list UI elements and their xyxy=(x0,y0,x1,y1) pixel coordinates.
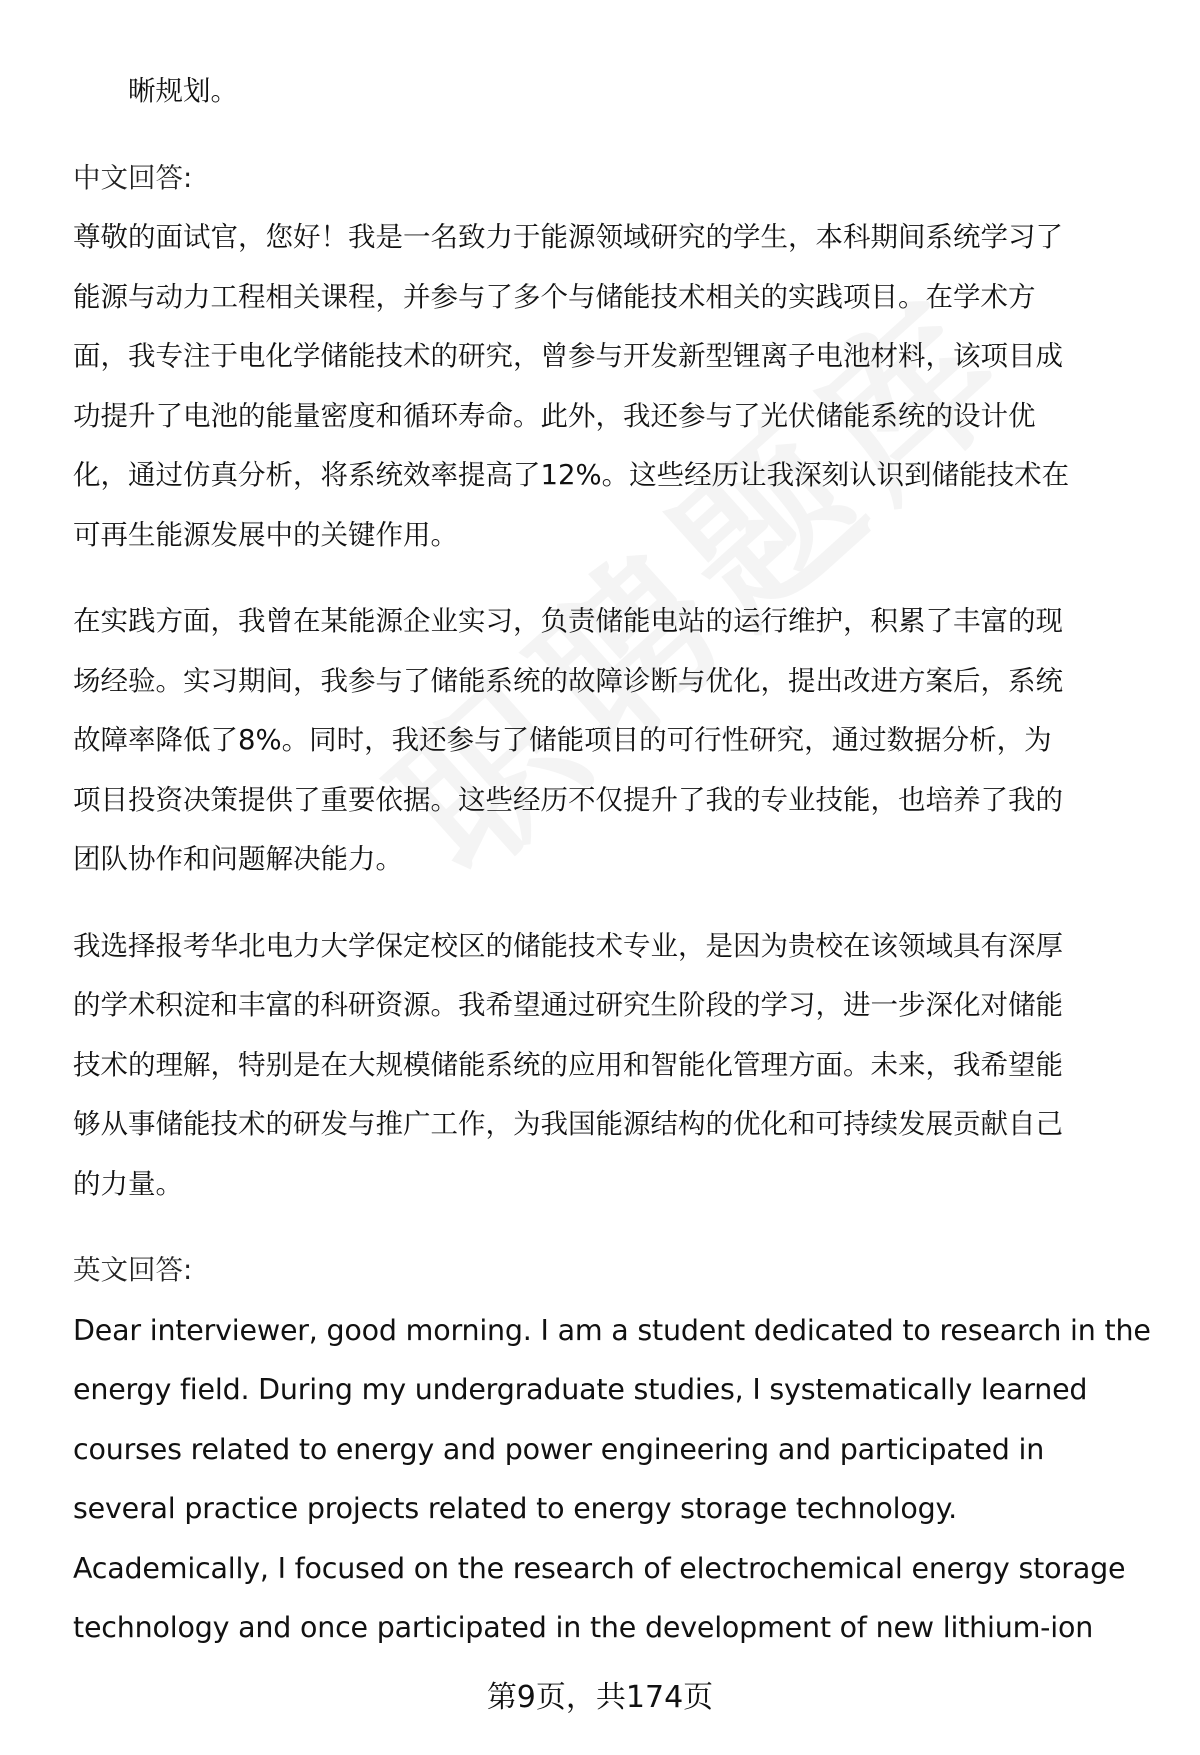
text-line: 团队协作和问题解决能力。 xyxy=(73,843,403,875)
text-line: courses related to energy and power engineering and participated in xyxy=(73,1432,1045,1466)
en-answer-label: 英文回答: xyxy=(73,1254,193,1286)
text-line: several practice projects related to energy storage technology. xyxy=(73,1492,957,1525)
zh-paragraph-2 xyxy=(73,592,1163,890)
text-line: Academically, I focused on the research of electrochemical energy storage xyxy=(73,1551,1126,1585)
zh-paragraph-1 xyxy=(73,208,1163,565)
text-line: Dear interviewer, good morning. I am a student dedicated to research in the xyxy=(73,1313,1151,1347)
text-line: 项目投资决策提供了重要依据。这些经历不仅提升了我的专业技能，也培养了我的 xyxy=(73,783,1063,816)
text-line: 故障率降低了8%。同时，我还参与了储能项目的可行性研究，通过数据分析，为 xyxy=(73,724,1052,756)
page-content xyxy=(73,62,1163,1658)
text-line: 化，通过仿真分析，将系统效率提高了12%。这些经历让我深刻认识到储能技术在 xyxy=(73,459,1070,491)
text-line: 的力量。 xyxy=(73,1167,183,1200)
text-line: technology and once participated in the development of new lithium-ion xyxy=(73,1611,1094,1644)
zh-answer-label: 中文回答: xyxy=(73,161,193,194)
text-line: 我选择报考华北电力大学保定校区的储能技术专业，是因为贵校在该领域具有深厚 xyxy=(73,929,1063,962)
zh-paragraph-3 xyxy=(73,917,1163,1215)
text-line: 的学术积淀和丰富的科研资源。我希望通过研究生阶段的学习，进一步深化对储能 xyxy=(73,989,1063,1021)
text-line: 场经验。实习期间，我参与了储能系统的故障诊断与优化，提出改进方案后，系统 xyxy=(73,664,1063,697)
text-line: 技术的理解，特别是在大规模储能系统的应用和智能化管理方面。未来，我希望能 xyxy=(73,1048,1063,1081)
text-line: 能源与动力工程相关课程，并参与了多个与储能技术相关的实践项目。在学术方 xyxy=(73,280,1036,313)
text-line: 面，我专注于电化学储能技术的研究，曾参与开发新型锂离子电池材料，该项目成 xyxy=(73,340,1063,372)
intro-tail-line: 晰规划。 xyxy=(128,75,238,107)
en-paragraph xyxy=(73,1301,1163,1658)
text-line: 可再生能源发展中的关键作用。 xyxy=(73,518,458,551)
text-line: 够从事储能技术的研发与推广工作，为我国能源结构的优化和可持续发展贡献自己 xyxy=(73,1108,1063,1140)
text-line: 尊敬的面试官，您好！我是一名致力于能源领域研究的学生，本科期间系统学习了 xyxy=(73,221,1063,253)
text-line: 在实践方面，我曾在某能源企业实习，负责储能电站的运行维护，积累了丰富的现 xyxy=(73,605,1063,637)
text-line: energy field. During my undergraduate studies, I systematically learned xyxy=(73,1373,1088,1406)
text-line: 功提升了电池的能量密度和循环寿命。此外，我还参与了光伏储能系统的设计优 xyxy=(73,399,1036,432)
page-number-footer: 第9页，共174页 xyxy=(486,1680,714,1715)
